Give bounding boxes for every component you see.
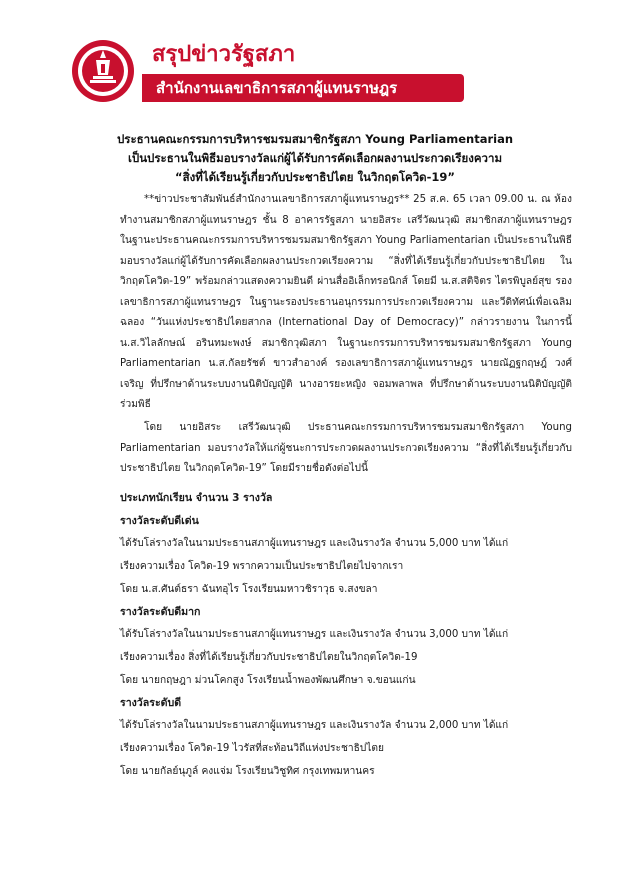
award-block [120, 601, 572, 692]
headline [60, 130, 570, 187]
body-paragraph-1: **ข่าวประชาสัมพันธ์สำนักงานเลขาธิการสภาผู้แทนราษฎร** 25 ส.ค. 65 เวลา 09.00 น. ณ ห้องทำงานสมาชิกสภาผู้แทนราษฎร ชั้น 8 อาคารรัฐสภา นายอิสระ เสรีวัฒนวุฒิ สมาชิกสภาผู้แทนราษฎร ในฐานะประธานคณะกรรมการบริหารชมรมสมาชิกรัฐสภา Young Parliamentarian เป็นประธานในพิธีมอบรางวัลแก่ผู้ได้รับการคัดเลือกผลงานประกวดเรียงความ “สิ่งที่ได้เรียนรู้เกี่ยวกับประชาธิปไตย ในวิกฤตโควิด-19” พร้อมกล่าวแสดงความยินดี ผ่านสื่ออิเล็กทรอนิกส์ โดยมี น.ส.สติจิตร ไตรพิบูลย์สุข รองเลขาธิการสภาผู้แทนราษฎร ในฐานะรองประธานอนุกรรมการประกวดเรียงความ และวีดิทัศน์เพื่อเฉลิมฉลอง “วันแห่งประชาธิปไตยสากล (International Day of Democracy)” กล่าวรายงาน ในการนี้ น.ส.วิไลลักษณ์ อรินทมะพงษ์ สมาชิกวุฒิสภา ในฐานะกรรมการบริหารชมรมสมาชิกรัฐสภา Young Parliamentarian น.ส.กัลยรัชต์ ขาวสำอางค์ รองเลขาธิการสภาผู้แทนราษฎร นายณัฏฐกฤษฎ์ วงศ์เจริญ ที่ปรึกษาด้านระบบงานนิติบัญญัติ นางอารยะหญิง จอมพลาพล ที่ปรึกษาด้านระบบงานนิติบัญญัติ ร่วมพิธี [120, 194, 572, 410]
award-block [120, 510, 572, 601]
award-essay: เรียงความเรื่อง สิ่งที่ได้เรียนรู้เกี่ยวกับประชาธิปไตยในวิกฤตโควิด-19 [120, 652, 418, 663]
body-paragraph-2: โดย นายอิสระ เสรีวัฒนวุฒิ ประธานคณะกรรมการบริหารชมรมสมาชิกรัฐสภา Young Parliamentarian มอบรางวัลให้แก่ผู้ชนะการประกวดผลงานประกวดเรียงความ “สิ่งที่ได้เรียนรู้เกี่ยวกับประชาธิปไตย ในวิกฤตโควิด-19” โดยมีรายชื่อดังต่อไปนี้ [120, 422, 572, 474]
award-prize: ได้รับโล่รางวัลในนามประธานสภาผู้แทนราษฎร และเงินรางวัล จำนวน 2,000 บาท ได้แก่ [120, 720, 509, 731]
award-essay: เรียงความเรื่อง โควิด-19 ไวรัสที่สะท้อนวิถีแห่งประชาธิปไตย [120, 743, 384, 754]
award-essay: เรียงความเรื่อง โควิด-19 พรากความเป็นประชาธิปไตยไปจากเรา [120, 561, 404, 572]
headline-line-2: เป็นประธานในพิธีมอบรางวัลแก่ผู้ได้รับการคัดเลือกผลงานประกวดเรียงความ [127, 151, 503, 165]
document-header [70, 38, 590, 108]
award-prize: ได้รับโล่รางวัลในนามประธานสภาผู้แทนราษฎร และเงินรางวัล จำนวน 5,000 บาท ได้แก่ [120, 538, 509, 549]
brand-title: สรุปข่าวรัฐสภา [152, 42, 296, 67]
award-title: รางวัลระดับดี [120, 697, 182, 709]
award-winner: โดย นายกฤษฎา ม่วนโคกสูง โรงเรียนน้ำพองพัฒนศึกษา จ.ขอนแก่น [120, 675, 416, 686]
award-title: รางวัลระดับดีมาก [120, 606, 201, 618]
award-winner: โดย นายกัลย์นุภูล์ คงแจ่ม โรงเรียนวิชูทิศ กรุงเทพมหานคร [120, 766, 375, 777]
headline-line-3: “สิ่งที่ได้เรียนรู้เกี่ยวกับประชาธิปไตย ในวิกฤตโควิด-19” [175, 170, 455, 184]
headline-line-1: ประธานคณะกรรมการบริหารชมรมสมาชิกรัฐสภา Young Parliamentarian [116, 132, 514, 146]
parliament-emblem-icon [70, 38, 136, 104]
award-block [120, 692, 572, 783]
brand-subtitle: สำนักงานเลขาธิการสภาผู้แทนราษฎร [156, 79, 398, 97]
award-winner: โดย น.ส.ศันต์ธรา ฉันทอุไร โรงเรียนมหาวชิราวุธ จ.สงขลา [120, 584, 378, 595]
section-title: ประเภทนักเรียน จำนวน 3 รางวัล [120, 492, 273, 504]
awards-section [120, 486, 572, 783]
award-prize: ได้รับโล่รางวัลในนามประธานสภาผู้แทนราษฎร และเงินรางวัล จำนวน 3,000 บาท ได้แก่ [120, 629, 509, 640]
award-title: รางวัลระดับดีเด่น [120, 515, 199, 527]
